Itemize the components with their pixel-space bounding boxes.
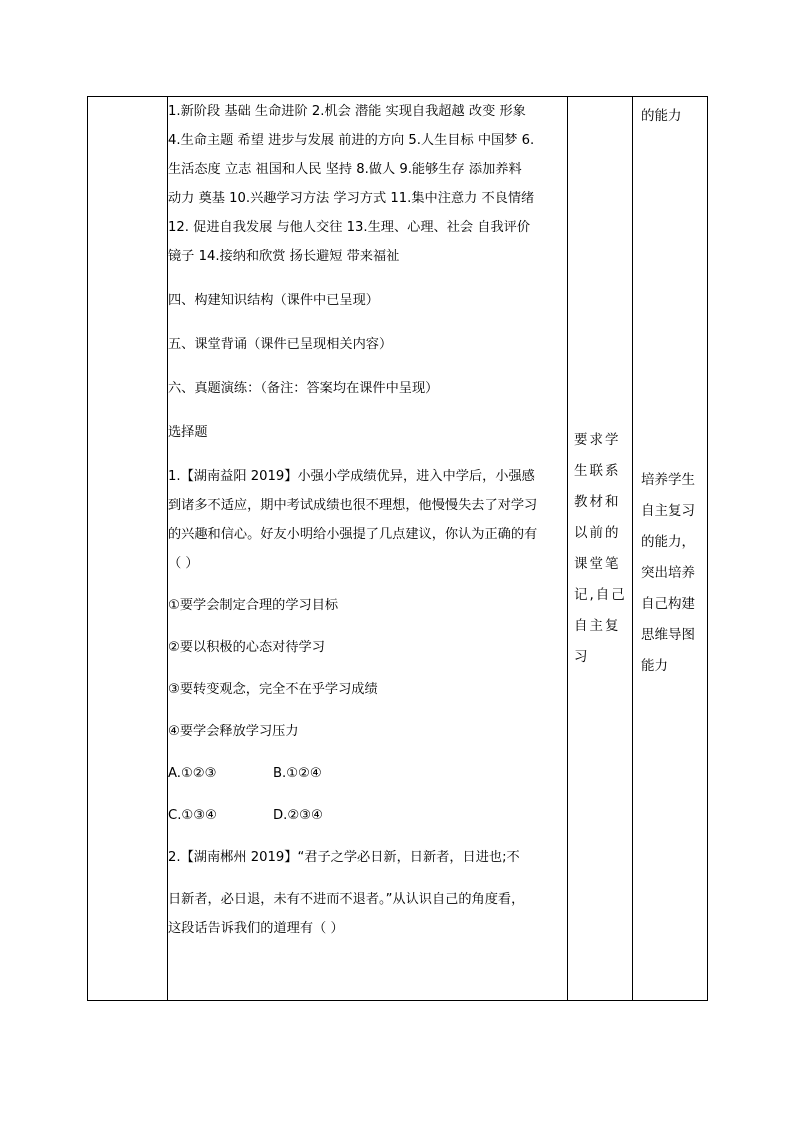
method-line: 自主复 xyxy=(574,617,621,634)
question-item: ④要学会释放学习压力 xyxy=(168,724,299,739)
option-c: C.①③④ xyxy=(168,808,217,823)
question-item: ③要转变观念，完全不在乎学习成绩 xyxy=(168,682,378,697)
purpose-line: 能力 xyxy=(641,658,668,674)
method-line: 习 xyxy=(574,648,590,665)
answer-line: 1.新阶段 基础 生命进阶 2.机会 潜能 实现自我超越 改变 形象 xyxy=(168,104,526,119)
method-line: 以前的 xyxy=(574,524,621,541)
section-heading: 六、真题演练：（备注：答案均在课件中呈现） xyxy=(168,381,439,396)
purpose-line: 自主复习 xyxy=(641,503,695,519)
question-item: ①要学会制定合理的学习目标 xyxy=(168,598,339,613)
purpose-line: 自己构建 xyxy=(641,596,695,612)
question-line: 1.【湖南益阳 2019】小强小学成绩优异，进入中学后，小强感 xyxy=(168,469,535,484)
table-row xyxy=(88,97,708,1001)
method-line: 课堂笔 xyxy=(574,555,621,572)
question-line: 到诸多不适应，期中考试成绩也很不理想，他慢慢失去了对学习 xyxy=(168,498,538,513)
question-line: （ ） xyxy=(168,556,199,571)
main-content-cell xyxy=(168,97,568,1001)
question-line: 日新者，必日退，未有不进而不退者。”从认识自己的角度看， xyxy=(168,892,525,907)
answer-line: 镜子 14.接纳和欣赏 扬长避短 带来福祉 xyxy=(168,249,400,264)
question-line: 的兴趣和信心。好友小明给小强提了几点建议，你认为正确的有 xyxy=(168,527,538,542)
purpose-top-text: 的能力 xyxy=(641,108,682,124)
option-a: A.①②③ xyxy=(168,766,217,781)
purpose-line: 突出培养 xyxy=(641,565,695,581)
method-line: 生联系 xyxy=(574,462,621,479)
question-line: 2.【湖南郴州 2019】“君子之学必日新，日新者，日进也;不 xyxy=(168,850,520,865)
answer-line: 动力 奠基 10.兴趣学习方法 学习方式 11.集中注意力 不良情绪 xyxy=(168,191,535,206)
method-line: 教材和 xyxy=(574,493,621,510)
options-row xyxy=(168,759,567,788)
choice-title: 选择题 xyxy=(168,425,208,440)
method-cell xyxy=(568,97,633,1001)
lesson-plan-table xyxy=(87,96,708,1001)
answer-line: 12. 促进自我发展 与他人交往 13.生理、心理、社会 自我评价 xyxy=(168,220,531,235)
empty-left-cell xyxy=(88,97,168,1001)
purpose-cell xyxy=(633,97,708,1001)
purpose-line: 培养学生 xyxy=(641,472,695,488)
purpose-line: 思维导图 xyxy=(641,627,695,643)
question-line: 这段话告诉我们的道理有（ ） xyxy=(168,921,344,936)
method-line: 要求学 xyxy=(574,431,621,448)
options-row xyxy=(168,801,567,830)
purpose-block xyxy=(641,465,703,682)
option-d: D.②③④ xyxy=(273,808,323,823)
answer-line: 4.生命主题 希望 进步与发展 前进的方向 5.人生目标 中国梦 6. xyxy=(168,133,535,148)
purpose-line: 的能力， xyxy=(641,534,695,550)
answer-line: 生活态度 立志 祖国和人民 坚持 8.做人 9.能够生存 添加养料 xyxy=(168,162,522,177)
question-item: ②要以积极的心态对待学习 xyxy=(168,640,325,655)
section-heading: 四、构建知识结构（课件中已呈现） xyxy=(168,293,379,308)
option-b: B.①②④ xyxy=(273,766,322,781)
method-line: 记,自己 xyxy=(574,586,627,603)
section-heading: 五、课堂背诵（课件已呈现相关内容） xyxy=(168,337,393,352)
